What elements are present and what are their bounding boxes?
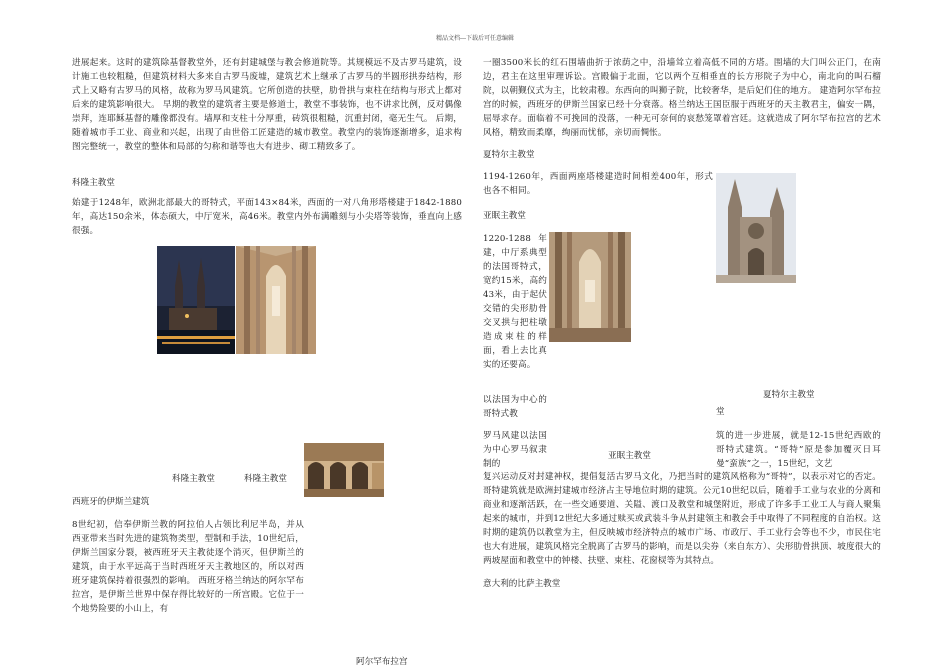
page-header: 精品文档---下载后可任意编辑	[435, 35, 515, 42]
rome-left-paragraph: 罗马风建以法国为中心罗马叙隶制的	[483, 431, 547, 469]
amiens-heading: 亚眠主教堂	[483, 211, 526, 221]
cologne-caption-2: 科隆主教堂	[244, 474, 287, 484]
alhambra-paragraph: 一圈3500米长的红石围墙曲折于浓荫之中，沿墙耸立着高低不同的方塔。围墙的大门叫公正门，在南边，君主在这里审理诉讼。宫殿偏于北面，它以两个互相垂直的长方形院子为中心，南北向的叫石榴院，以朝觐仪式为主，比较肃穆。东西向的叫狮子院，比较奢华，是后妃们住的地方。 建造阿尔罕布拉宫的时候，西班牙的伊斯兰国家已经十分衰落。格兰纳达王国臣服于西班牙的天主教君主，偏安一隅，屈辱求存。面临着不可挽回的没落，一种无可奈何的哀愁笼罩着宫廷。这就造成了阿尔罕布拉宫的艺术风格，精致而柔靡，绚丽而忧郁，亲切而惆怅。	[483, 58, 881, 138]
chartres-heading: 夏特尔主教堂	[483, 150, 535, 160]
alhambra-caption: 阿尔罕布拉宫	[356, 657, 408, 667]
chartres-facade-photo	[716, 173, 796, 283]
spain-heading: 西班牙的伊斯兰建筑	[72, 497, 150, 507]
intro-paragraph: 进展起来。这时的建筑除基督教堂外，还有封建城堡与教会修道院等。其规模远不及古罗马建筑，设计施工也较粗糙，但建筑材料大多来自古罗马废墟，建筑艺术上继承了古罗马的半圆形拱券结构，形式上又略有古罗马的风格，故称为罗马风建筑。它所创造的扶壁，肋骨拱与束柱在结构与形式上都对后来的建筑影响很大。 早期的教堂的建筑者主要是修道士，教堂不事装饰，也不讲求比例，反对偶像崇拜，连耶稣基督的雕像都没有。墙厚和支柱十分厚重，砖筑很粗糙，沉重封闭，毫无生气。 后期，随着城市手工业、商业和兴起，出现了由世俗工匠建造的城市教堂。教堂内的装饰逐渐增多，追求构图完整统一，教堂的整体和局部的匀称和谐等也大有进步、砌工精致多了。	[72, 58, 462, 152]
gothic-paragraph: 复兴运动反对封建神权，提倡复活古罗马文化，乃把当时的建筑风格称为“哥特”，以表示对它的否定。 哥特建筑就是欧洲封建城市经济占主导地位时期的建筑。公元10世纪以后，随着手工业与农业的分离和商业和逐渐活跃，在一些交通要道、关隘、渡口及教堂和城堡附近，形成了许多手工业工人与商人聚集起来的城市，并到12世纪大多通过赎买或武装斗争从封建领主和教会手中取得了不同程度的自治权。这时期的建筑仍以教堂为主，但反映城市经济特点的城市广场、市政厅、手工业行会等也不少，市民住宅也大有进展，建筑风格完全脱离了古罗马的影响，而是以尖券（来自东方）、尖形肋骨拱顶、坡度很大的两坡屋面和教堂中的钟楼、扶壁、束柱、花窗棂等为其特点。	[483, 472, 881, 566]
amiens-paragraph: 1220-1288年建，中厅系典型的法国哥特式，宽约15米，高约43米，由于起伏交错的尖形肋骨交叉拱与把柱墩造成束柱的样面，看上去比真实的还要高。	[483, 234, 547, 370]
rome-right-paragraph: 筑的进一步进展，就是12-15世纪西欧的哥特式建筑。“哥特”原是参加覆灭日耳曼“蛮族”之一，15世纪，文艺	[716, 431, 881, 469]
italy-heading: 意大利的比萨主教堂	[483, 579, 561, 589]
chartres-caption: 夏特尔主教堂	[763, 390, 815, 400]
france-caption: 以法国为中心的哥特式教	[483, 395, 547, 419]
cologne-night-photo	[157, 246, 235, 354]
building-char: 堂	[716, 407, 725, 417]
amiens-interior-photo	[549, 232, 631, 342]
spain-paragraph: 8世纪初，信奉伊斯兰教的阿拉伯人占领比利尼半岛，并从西亚带来当时先进的建筑物类型，型制和手法，10世纪后，伊斯兰国家分裂，被西班牙天主教徒逐个消灭，但伊斯兰的建筑，由于水平远高于当时西班牙天主教地区的，所以对西班牙建筑保持着很强烈的影响。 西班牙格兰纳达的阿尔罕布拉宫，是伊斯兰世界中保存得比较好的一所宫殿。它位于一个地势险要的小山上，有	[72, 520, 304, 614]
cologne-paragraph: 始建于1248年，欧洲北部最大的哥特式，平面143×84米，西面的一对八角形塔楼建于1842-1880年，高达150余米，体态硕大，中厅宽米，高46米。教堂内外布满雕刻与小尖塔等装饰，垂直向上感很强。	[72, 198, 462, 236]
cologne-caption-1: 科隆主教堂	[172, 474, 215, 484]
cologne-heading: 科隆主教堂	[72, 178, 115, 188]
amiens-caption: 亚眠主教堂	[608, 451, 651, 461]
cologne-interior-photo	[236, 246, 316, 354]
alhambra-court-photo	[304, 443, 384, 497]
chartres-paragraph: 1194-1260年，西面两座塔楼建造时间相差400年，形式也各不相同。	[483, 172, 713, 196]
